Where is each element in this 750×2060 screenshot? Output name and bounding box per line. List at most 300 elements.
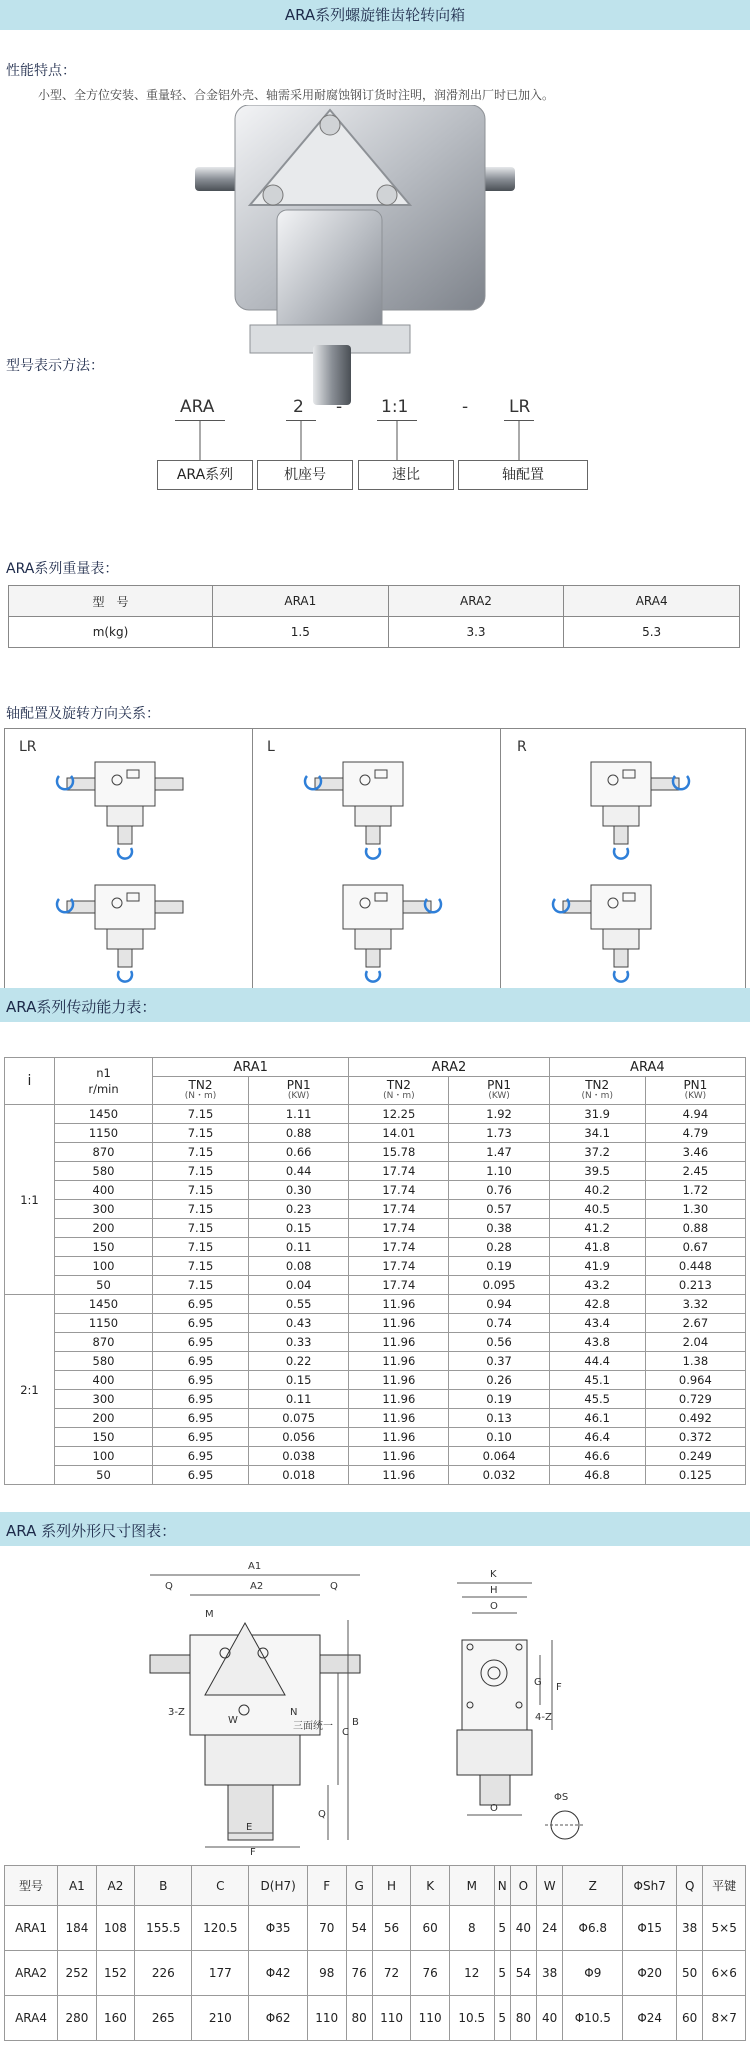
weight-cell: 5.3 bbox=[564, 617, 740, 648]
gearbox-body bbox=[591, 762, 651, 806]
power-cell: 0.492 bbox=[645, 1409, 745, 1428]
power-row bbox=[5, 1428, 746, 1447]
power-cell: 46.1 bbox=[549, 1409, 645, 1428]
weight-cell: 3.3 bbox=[388, 617, 564, 648]
dimension-cell: 40 bbox=[510, 1906, 536, 1951]
right-shaft bbox=[155, 778, 183, 790]
dim-label-w: W bbox=[228, 1715, 238, 1726]
dim-label-k: K bbox=[490, 1569, 497, 1580]
power-cell: 0.88 bbox=[249, 1124, 349, 1143]
dimension-row bbox=[5, 1951, 746, 1996]
rotation-arrow-icon bbox=[614, 848, 628, 859]
box-size: 机座号 bbox=[257, 460, 353, 490]
dimension-cell: 280 bbox=[58, 1996, 97, 2041]
power-cell: 0.19 bbox=[449, 1390, 549, 1409]
dimension-cell: Φ20 bbox=[623, 1951, 677, 1996]
dimension-cell: Φ24 bbox=[623, 1996, 677, 2041]
power-cell: 1.92 bbox=[449, 1105, 549, 1124]
dimension-drawing bbox=[0, 1555, 750, 1855]
power-cell: 2.04 bbox=[645, 1333, 745, 1352]
power-cell: 580 bbox=[55, 1162, 153, 1181]
power-cell: 0.23 bbox=[249, 1200, 349, 1219]
dimension-header-cell: K bbox=[411, 1866, 450, 1906]
power-cell: 0.095 bbox=[449, 1276, 549, 1295]
weight-title: ARA系列重量表： bbox=[6, 561, 119, 577]
dimension-header-cell: B bbox=[135, 1866, 192, 1906]
power-subheader-pn1-label: PN1 bbox=[487, 1077, 511, 1092]
power-cell: 0.57 bbox=[449, 1200, 549, 1219]
weight-table bbox=[8, 585, 740, 648]
power-row bbox=[5, 1333, 746, 1352]
power-table bbox=[4, 1057, 746, 1485]
power-cell: 44.4 bbox=[549, 1352, 645, 1371]
power-cell: 0.94 bbox=[449, 1295, 549, 1314]
power-cell: 0.018 bbox=[249, 1466, 349, 1485]
dimension-cell: 108 bbox=[96, 1906, 135, 1951]
code-part-size: 2 bbox=[293, 397, 304, 417]
power-row bbox=[5, 1371, 746, 1390]
power-cell: 4.79 bbox=[645, 1124, 745, 1143]
power-cell: 43.8 bbox=[549, 1333, 645, 1352]
dimension-cell: Φ35 bbox=[249, 1906, 308, 1951]
dimension-cell: 98 bbox=[307, 1951, 346, 1996]
left-shaft bbox=[67, 778, 95, 790]
power-cell: 580 bbox=[55, 1352, 153, 1371]
power-cell: 1.11 bbox=[249, 1105, 349, 1124]
power-cell: 150 bbox=[55, 1238, 153, 1257]
dimension-cell: 160 bbox=[96, 1996, 135, 2041]
dim-label-f-side: F bbox=[556, 1682, 562, 1693]
dimension-cell: 5×5 bbox=[703, 1906, 746, 1951]
power-cell: 2.67 bbox=[645, 1314, 745, 1333]
power-cell: 11.96 bbox=[349, 1295, 449, 1314]
dim-label-a1: A1 bbox=[248, 1561, 262, 1572]
gearbox-base bbox=[107, 929, 143, 949]
left-shaft bbox=[67, 901, 95, 913]
power-col-n1-unit: r/min bbox=[88, 1082, 119, 1096]
config-title: 轴配置及旋转方向关系： bbox=[6, 706, 160, 722]
right-shaft bbox=[155, 901, 183, 913]
power-cell: 4.94 bbox=[645, 1105, 745, 1124]
dim-label-faces: 三面统一 bbox=[293, 1721, 333, 1732]
power-cell: 7.15 bbox=[153, 1219, 249, 1238]
power-cell: 15.78 bbox=[349, 1143, 449, 1162]
right-shaft bbox=[403, 901, 431, 913]
power-cell: 1.10 bbox=[449, 1162, 549, 1181]
rotation-arrow-icon bbox=[118, 848, 132, 859]
power-cell: 0.67 bbox=[645, 1238, 745, 1257]
power-cell: 11.96 bbox=[349, 1371, 449, 1390]
dimension-cell: Φ42 bbox=[249, 1951, 308, 1996]
config-label-l: L bbox=[267, 739, 275, 755]
power-title: ARA系列传动能力表： bbox=[6, 998, 157, 1016]
power-cell: 7.15 bbox=[153, 1200, 249, 1219]
power-cell: 0.075 bbox=[249, 1409, 349, 1428]
product-photo bbox=[195, 105, 525, 405]
dimension-cell: 54 bbox=[510, 1951, 536, 1996]
code-dash-1: - bbox=[336, 397, 343, 417]
power-cell: 45.1 bbox=[549, 1371, 645, 1390]
dimension-cell: 110 bbox=[372, 1996, 411, 2041]
dimension-header-cell: C bbox=[192, 1866, 249, 1906]
gearbox-base bbox=[603, 929, 639, 949]
power-cell: 1450 bbox=[55, 1105, 153, 1124]
power-cell: 0.372 bbox=[645, 1428, 745, 1447]
config-drawings bbox=[5, 729, 747, 997]
power-cell: 6.95 bbox=[153, 1409, 249, 1428]
power-subheader-pn1-unit: (KW) bbox=[488, 1090, 510, 1101]
power-cell: 0.88 bbox=[645, 1219, 745, 1238]
weight-cell: m(kg) bbox=[9, 617, 213, 648]
power-cell: 870 bbox=[55, 1143, 153, 1162]
dimension-cell: 24 bbox=[537, 1906, 563, 1951]
dimension-cell: 226 bbox=[135, 1951, 192, 1996]
power-cell: 0.44 bbox=[249, 1162, 349, 1181]
dimension-cell: 110 bbox=[307, 1996, 346, 2041]
dim-label-q-right: Q bbox=[330, 1581, 338, 1592]
code-part-shaft: LR bbox=[509, 397, 531, 417]
power-cell: 17.74 bbox=[349, 1257, 449, 1276]
dimension-header-row bbox=[5, 1866, 746, 1906]
dimension-header-cell: N bbox=[494, 1866, 510, 1906]
power-subheader-tn2-label: TN2 bbox=[386, 1077, 411, 1092]
weight-cell: 1.5 bbox=[213, 617, 389, 648]
dimension-cell: 8 bbox=[449, 1906, 494, 1951]
power-cell: 3.32 bbox=[645, 1295, 745, 1314]
power-cell: 0.74 bbox=[449, 1314, 549, 1333]
dimension-header-cell: A2 bbox=[96, 1866, 135, 1906]
power-row bbox=[5, 1162, 746, 1181]
power-cell: 0.125 bbox=[645, 1466, 745, 1485]
power-subheader-tn2-unit: (N・m) bbox=[581, 1090, 613, 1101]
power-cell: 11.96 bbox=[349, 1409, 449, 1428]
power-row bbox=[5, 1447, 746, 1466]
power-cell: 0.56 bbox=[449, 1333, 549, 1352]
dimension-cell: Φ15 bbox=[623, 1906, 677, 1951]
power-row bbox=[5, 1276, 746, 1295]
dimension-cell: 38 bbox=[537, 1951, 563, 1996]
power-cell: 40.5 bbox=[549, 1200, 645, 1219]
power-row bbox=[5, 1314, 746, 1333]
power-cell: 17.74 bbox=[349, 1200, 449, 1219]
dim-label-c: C bbox=[342, 1727, 349, 1738]
gearbox-base bbox=[355, 929, 391, 949]
power-row bbox=[5, 1466, 746, 1485]
dimension-header-cell: F bbox=[307, 1866, 346, 1906]
weight-header-row bbox=[9, 586, 740, 617]
dimension-cell: ARA1 bbox=[5, 1906, 58, 1951]
power-row bbox=[5, 1257, 746, 1276]
power-cell: 100 bbox=[55, 1447, 153, 1466]
power-cell: 1.73 bbox=[449, 1124, 549, 1143]
power-cell: 7.15 bbox=[153, 1257, 249, 1276]
dimension-cell: ARA2 bbox=[5, 1951, 58, 1996]
power-cell: 46.4 bbox=[549, 1428, 645, 1447]
page-title: ARA系列螺旋锥齿轮转向箱 bbox=[284, 6, 466, 24]
power-cell: 1150 bbox=[55, 1314, 153, 1333]
power-cell: 17.74 bbox=[349, 1238, 449, 1257]
dimension-cell: 38 bbox=[677, 1906, 703, 1951]
power-cell: 1.30 bbox=[645, 1200, 745, 1219]
power-cell: 1450 bbox=[55, 1295, 153, 1314]
dim-label-a2: A2 bbox=[250, 1581, 264, 1592]
power-cell: 6.95 bbox=[153, 1314, 249, 1333]
features-description: 小型、全方位安装、重量轻、合金铝外壳、轴需采用耐腐蚀钢订货时注明，润滑剂出厂时已加入。 bbox=[38, 88, 555, 102]
dim-label-q-left: Q bbox=[165, 1581, 173, 1592]
dimension-header-cell: Z bbox=[563, 1866, 623, 1906]
output-shaft bbox=[614, 826, 628, 844]
power-cell: 300 bbox=[55, 1200, 153, 1219]
code-part-series: ARA bbox=[180, 397, 215, 417]
power-subheader-pn1-unit: (KW) bbox=[684, 1090, 707, 1101]
power-col-i: i bbox=[5, 1058, 55, 1105]
dimension-header-cell: ΦSh7 bbox=[623, 1866, 677, 1906]
power-cell: 0.22 bbox=[249, 1352, 349, 1371]
dim-label-o: O bbox=[490, 1601, 498, 1612]
power-cell: 11.96 bbox=[349, 1314, 449, 1333]
title-banner bbox=[0, 0, 750, 30]
dimension-cell: Φ9 bbox=[563, 1951, 623, 1996]
dimension-cell: 40 bbox=[537, 1996, 563, 2041]
dimension-body bbox=[5, 1866, 746, 2041]
rotation-arrow-icon bbox=[118, 971, 132, 982]
dimension-table bbox=[4, 1865, 746, 2041]
power-cell: 11.96 bbox=[349, 1352, 449, 1371]
power-cell: 0.11 bbox=[249, 1238, 349, 1257]
rotation-arrow-icon bbox=[366, 971, 380, 982]
dimension-header-cell: 型号 bbox=[5, 1866, 58, 1906]
power-cell: 17.74 bbox=[349, 1181, 449, 1200]
dimension-header-cell: 平键 bbox=[703, 1866, 746, 1906]
dimension-cell: 8×7 bbox=[703, 1996, 746, 2041]
gearbox-body bbox=[343, 885, 403, 929]
power-subheader-pn1-label: PN1 bbox=[683, 1077, 708, 1092]
box-series: ARA系列 bbox=[157, 460, 253, 490]
power-header-row bbox=[5, 1058, 746, 1077]
power-row bbox=[5, 1200, 746, 1219]
power-cell: 39.5 bbox=[549, 1162, 645, 1181]
model-code-title: 型号表示方法： bbox=[6, 358, 104, 374]
power-cell: 0.04 bbox=[249, 1276, 349, 1295]
config-panel bbox=[4, 728, 746, 998]
power-cell: 870 bbox=[55, 1333, 153, 1352]
power-cell: 1.47 bbox=[449, 1143, 549, 1162]
output-shaft bbox=[366, 826, 380, 844]
dimension-cell: 5 bbox=[494, 1996, 510, 2041]
power-cell: 50 bbox=[55, 1466, 153, 1485]
power-subheader-tn2-unit: (N・m) bbox=[383, 1090, 415, 1101]
dimension-cell: 50 bbox=[677, 1951, 703, 1996]
gearbox-body bbox=[95, 885, 155, 929]
power-row bbox=[5, 1390, 746, 1409]
code-part-ratio: 1:1 bbox=[381, 397, 409, 417]
power-cell: 0.13 bbox=[449, 1409, 549, 1428]
weight-header-cell: ARA2 bbox=[388, 586, 564, 617]
power-cell: 0.032 bbox=[449, 1466, 549, 1485]
power-cell: 41.2 bbox=[549, 1219, 645, 1238]
dimension-cell: 80 bbox=[346, 1996, 372, 2041]
power-cell: 0.10 bbox=[449, 1428, 549, 1447]
power-cell: 12.25 bbox=[349, 1105, 449, 1124]
power-cell: 31.9 bbox=[549, 1105, 645, 1124]
power-cell: 0.76 bbox=[449, 1181, 549, 1200]
power-model-header: ARA2 bbox=[349, 1058, 549, 1077]
left-shaft bbox=[563, 901, 591, 913]
dimension-header-cell: D(H7) bbox=[249, 1866, 308, 1906]
power-cell: 11.96 bbox=[349, 1390, 449, 1409]
dimension-cell: 60 bbox=[411, 1906, 450, 1951]
power-cell: 41.9 bbox=[549, 1257, 645, 1276]
power-subheader-pn1 bbox=[449, 1077, 549, 1105]
dimension-cell: 10.5 bbox=[449, 1996, 494, 2041]
dimension-header-cell: Q bbox=[677, 1866, 703, 1906]
power-cell: 11.96 bbox=[349, 1333, 449, 1352]
power-cell: 400 bbox=[55, 1181, 153, 1200]
right-shaft bbox=[651, 778, 679, 790]
power-cell: 7.15 bbox=[153, 1143, 249, 1162]
power-cell: 0.249 bbox=[645, 1447, 745, 1466]
dimension-cell: 5 bbox=[494, 1951, 510, 1996]
gearbox-body bbox=[95, 762, 155, 806]
power-cell: 0.26 bbox=[449, 1371, 549, 1390]
power-cell: 37.2 bbox=[549, 1143, 645, 1162]
power-ratio-cell: 2:1 bbox=[5, 1295, 55, 1485]
rotation-arrow-icon bbox=[614, 971, 628, 982]
power-subheader-tn2 bbox=[549, 1077, 645, 1105]
dimension-cell: 6×6 bbox=[703, 1951, 746, 1996]
dimension-cell: 110 bbox=[411, 1996, 450, 2041]
power-cell: 7.15 bbox=[153, 1276, 249, 1295]
power-row bbox=[5, 1409, 746, 1428]
power-cell: 43.4 bbox=[549, 1314, 645, 1333]
output-shaft bbox=[118, 949, 132, 967]
power-body bbox=[5, 1105, 746, 1485]
gearbox-base bbox=[355, 806, 391, 826]
power-col-n1-label: n1 bbox=[96, 1066, 111, 1080]
dimension-cell: 70 bbox=[307, 1906, 346, 1951]
power-cell: 0.15 bbox=[249, 1219, 349, 1238]
power-cell: 0.55 bbox=[249, 1295, 349, 1314]
dimension-cell: 54 bbox=[346, 1906, 372, 1951]
dimension-header-cell: A1 bbox=[58, 1866, 97, 1906]
dim-label-h: H bbox=[490, 1585, 498, 1596]
dimension-cell: 177 bbox=[192, 1951, 249, 1996]
power-cell: 50 bbox=[55, 1276, 153, 1295]
power-cell: 6.95 bbox=[153, 1295, 249, 1314]
power-ratio-cell: 1:1 bbox=[5, 1105, 55, 1295]
power-cell: 7.15 bbox=[153, 1105, 249, 1124]
power-cell: 200 bbox=[55, 1219, 153, 1238]
dimension-header-cell: M bbox=[449, 1866, 494, 1906]
power-cell: 6.95 bbox=[153, 1333, 249, 1352]
power-cell: 11.96 bbox=[349, 1466, 449, 1485]
power-cell: 7.15 bbox=[153, 1124, 249, 1143]
dimension-cell: 152 bbox=[96, 1951, 135, 1996]
dimension-cell: 72 bbox=[372, 1951, 411, 1996]
power-cell: 0.729 bbox=[645, 1390, 745, 1409]
power-cell: 1.38 bbox=[645, 1352, 745, 1371]
power-cell: 200 bbox=[55, 1409, 153, 1428]
dimension-header-cell: G bbox=[346, 1866, 372, 1906]
dimension-cell: ARA4 bbox=[5, 1996, 58, 2041]
power-cell: 0.43 bbox=[249, 1314, 349, 1333]
power-subheader-tn2-unit: (N・m) bbox=[184, 1090, 217, 1101]
power-cell: 46.6 bbox=[549, 1447, 645, 1466]
config-label-lr: LR bbox=[19, 739, 37, 755]
dim-label-f: F bbox=[250, 1847, 256, 1855]
weight-header-cell: 型 号 bbox=[9, 586, 213, 617]
dimension-cell: 184 bbox=[58, 1906, 97, 1951]
power-subheader-pn1-label: PN1 bbox=[286, 1077, 311, 1092]
power-row bbox=[5, 1238, 746, 1257]
gearbox-body bbox=[343, 762, 403, 806]
power-cell: 0.08 bbox=[249, 1257, 349, 1276]
config-label-r: R bbox=[517, 739, 527, 755]
dim-label-4z: 4-Z bbox=[535, 1712, 552, 1723]
power-cell: 300 bbox=[55, 1390, 153, 1409]
dimension-cell: 80 bbox=[510, 1996, 536, 2041]
power-cell: 6.95 bbox=[153, 1390, 249, 1409]
power-cell: 0.38 bbox=[449, 1219, 549, 1238]
dimension-header-cell: W bbox=[537, 1866, 563, 1906]
power-cell: 0.448 bbox=[645, 1257, 745, 1276]
power-cell: 7.15 bbox=[153, 1181, 249, 1200]
power-cell: 0.33 bbox=[249, 1333, 349, 1352]
dimension-cell: 265 bbox=[135, 1996, 192, 2041]
power-cell: 0.30 bbox=[249, 1181, 349, 1200]
power-row bbox=[5, 1352, 746, 1371]
power-row bbox=[5, 1105, 746, 1124]
power-cell: 7.15 bbox=[153, 1238, 249, 1257]
power-cell: 2.45 bbox=[645, 1162, 745, 1181]
power-cell: 6.95 bbox=[153, 1428, 249, 1447]
box-ratio: 速比 bbox=[358, 460, 454, 490]
dimension-title: ARA 系列外形尺寸图表： bbox=[6, 1522, 177, 1540]
rotation-arrow-icon bbox=[366, 848, 380, 859]
dimension-row bbox=[5, 1906, 746, 1951]
dim-label-b: B bbox=[352, 1717, 359, 1728]
power-subheader-pn1-unit: (KW) bbox=[287, 1090, 310, 1101]
power-cell: 0.038 bbox=[249, 1447, 349, 1466]
power-subheader-tn2-label: TN2 bbox=[585, 1077, 610, 1092]
power-cell: 6.95 bbox=[153, 1466, 249, 1485]
output-shaft bbox=[118, 826, 132, 844]
gearbox-base bbox=[107, 806, 143, 826]
power-cell: 0.964 bbox=[645, 1371, 745, 1390]
dimension-cell: 252 bbox=[58, 1951, 97, 1996]
dimension-header-cell: H bbox=[372, 1866, 411, 1906]
power-col-n1 bbox=[55, 1058, 153, 1105]
dim-label-n: N bbox=[290, 1707, 298, 1718]
power-subheader-pn1 bbox=[645, 1077, 745, 1105]
dimension-cell: 120.5 bbox=[192, 1906, 249, 1951]
output-shaft bbox=[614, 949, 628, 967]
power-row bbox=[5, 1143, 746, 1162]
gearbox-base bbox=[603, 806, 639, 826]
power-subheader-tn2 bbox=[153, 1077, 249, 1105]
gearbox-body bbox=[591, 885, 651, 929]
dim-label-s: ΦS bbox=[554, 1792, 569, 1803]
power-cell: 17.74 bbox=[349, 1162, 449, 1181]
power-row bbox=[5, 1124, 746, 1143]
power-cell: 0.66 bbox=[249, 1143, 349, 1162]
weight-header-cell: ARA1 bbox=[213, 586, 389, 617]
power-cell: 0.11 bbox=[249, 1390, 349, 1409]
power-cell: 100 bbox=[55, 1257, 153, 1276]
power-cell: 1150 bbox=[55, 1124, 153, 1143]
power-cell: 400 bbox=[55, 1371, 153, 1390]
dim-label-o-bottom: O bbox=[490, 1803, 498, 1814]
